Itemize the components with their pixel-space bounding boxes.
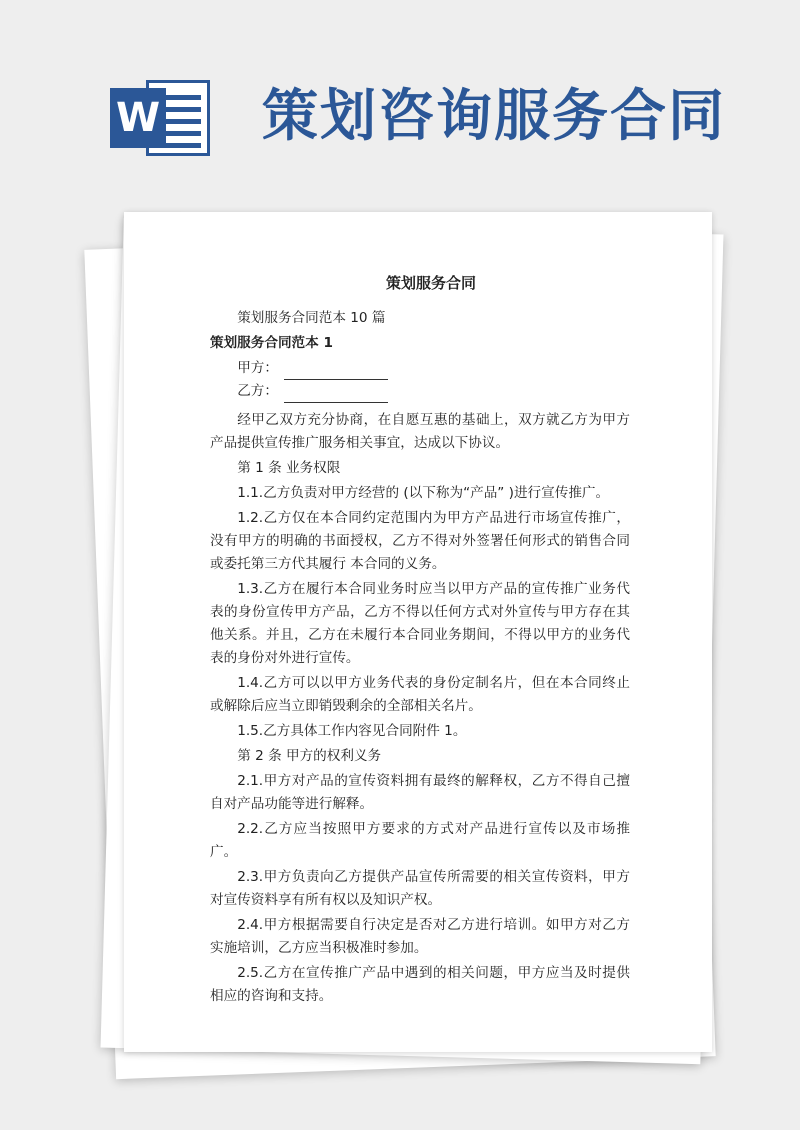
party-b-blank — [284, 387, 388, 403]
party-b-label: 乙方： — [237, 383, 278, 399]
document-content — [210, 272, 630, 1010]
paragraph: 2.2.乙方应当按照甲方要求的方式对产品进行宣传以及市场推广。 — [210, 821, 630, 860]
document-title: 策划服务合同 — [385, 274, 476, 292]
party-a-blank — [284, 364, 388, 380]
document-page — [124, 212, 712, 1052]
paragraph: 2.1.甲方对产品的宣传资料拥有最终的解释权，乙方不得自己擅自对产品功能等进行解释。 — [210, 773, 630, 812]
paragraph: 1.5.乙方具体工作内容见合同附件 1。 — [237, 723, 467, 739]
document-subtitle: 策划服务合同范本 10 篇 — [237, 310, 386, 326]
paragraph: 经甲乙双方充分协商，在自愿互惠的基础上，双方就乙方为甲方产品提供宣传推广服务相关事宜，达成以下协议。 — [210, 412, 630, 451]
party-a-label: 甲方： — [237, 360, 278, 376]
paragraph: 1.4.乙方可以以甲方业务代表的身份定制名片，但在本合同终止或解除后应当立即销毁剩余的全部相关名片。 — [210, 675, 630, 714]
word-document-icon — [110, 80, 210, 156]
paragraph: 1.1.乙方负责对甲方经营的 (以下称为“产品” )进行宣传推广。 — [237, 485, 610, 501]
page-title: 策划咨询服务合同 — [262, 83, 726, 149]
paragraph: 1.3.乙方在履行本合同业务时应当以甲方产品的宣传推广业务代表的身份宣传甲方产品，乙方不得以任何方式对外宣传与甲方存在其他关系。并且，乙方在未履行本合同业务期间，不得以甲方的业务代表的身份对外进行宣传。 — [210, 581, 630, 666]
article-heading: 第 2 条 甲方的权利义务 — [237, 748, 382, 764]
party-a-field — [210, 357, 630, 380]
paragraph: 2.5.乙方在宣传推广产品中遇到的相关问题，甲方应当及时提供相应的咨询和支持。 — [210, 965, 630, 1004]
paragraph: 2.4.甲方根据需要自行决定是否对乙方进行培训。如甲方对乙方实施培训，乙方应当积极准时参加。 — [210, 917, 630, 956]
header-banner — [0, 0, 800, 200]
paragraph: 2.3.甲方负责向乙方提供产品宣传所需要的相关宣传资料，甲方对宣传资料享有所有权以及知识产权。 — [210, 869, 630, 908]
section-heading: 策划服务合同范本 1 — [210, 335, 333, 351]
paragraph: 1.2.乙方仅在本合同约定范围内为甲方产品进行市场宣传推广，没有甲方的明确的书面授权，乙方不得对外签署任何形式的销售合同或委托第三方代其履行 本合同的义务。 — [210, 510, 630, 572]
article-heading: 第 1 条 业务权限 — [237, 460, 341, 476]
party-b-field — [210, 380, 630, 403]
word-letter-badge: W — [110, 88, 166, 148]
